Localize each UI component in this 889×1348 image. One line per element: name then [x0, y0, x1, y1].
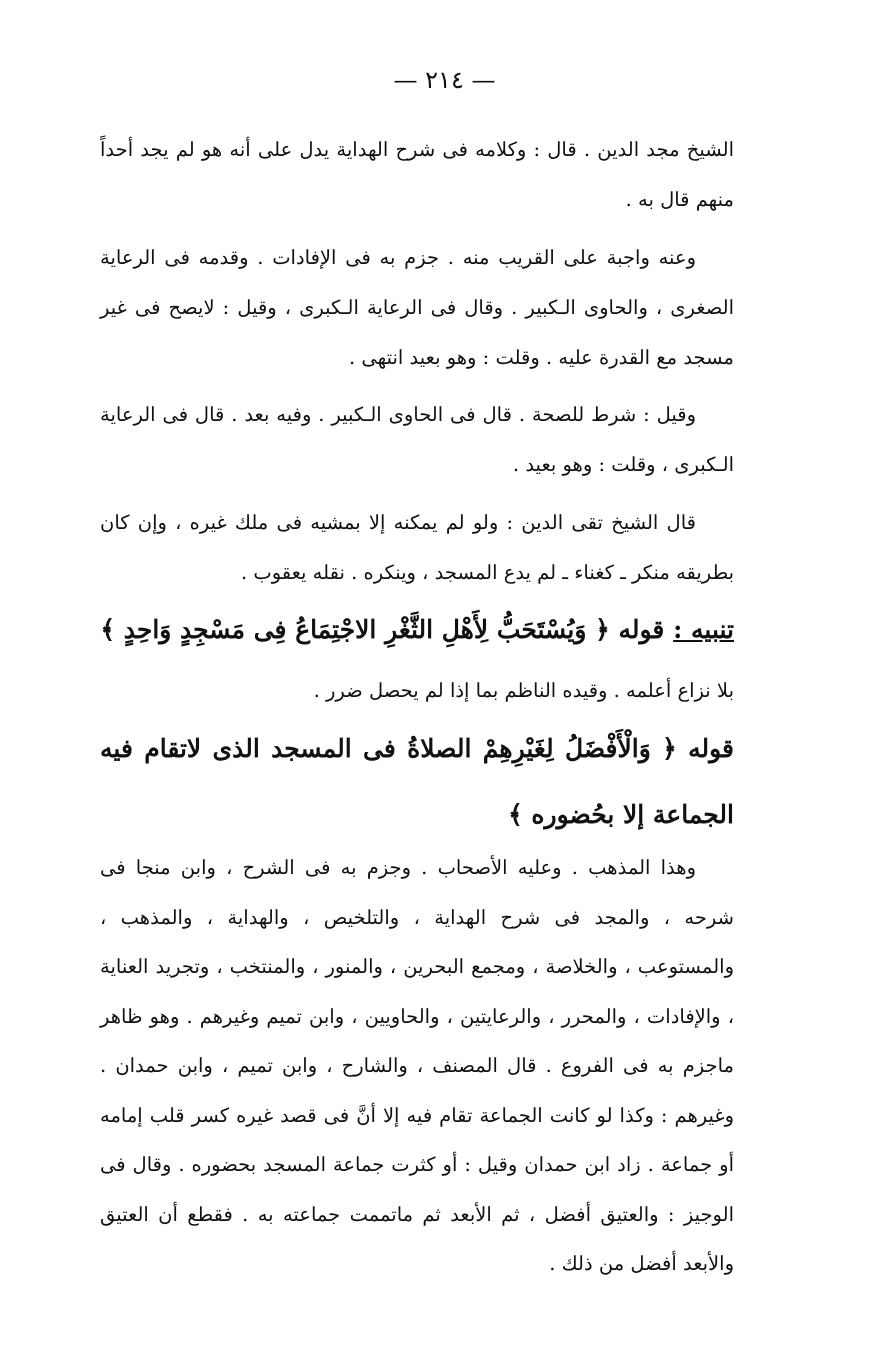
paragraph-6: وهذا المذهب . وعليه الأصحاب . وجزم به فى الشرح ، وابن منجا فى شرحه ، والمجد فى شرح الهداية ، والتلخيص ، والهداية ، والمذهب ، والمستوعب ، والخلاصة ، ومجمع البحرين ، والمنور ، والمنتخب ، وتجريد العناية ، والإفادات ، والمحرر ، والرعايتين ، والحاويين ، وابن تميم وغيرهم . وهو ظاهر ماجزم به فى الفروع . قال المصنف ، والشارح ، وابن تميم ، وابن حمدان . وغيرهم : وكذا لو كانت الجماعة تقام فيه إلا أنَّ فى قصد غيره كسر قلب إمامه أو جماعة . زاد ابن حمدان وقيل : أو كثرت جماعة المسجد بحضوره . وقال فى الوجيز : والعتيق أفضل ، ثم الأبعد ثم ماتممت جماعته به . فقطع أن العتيق والأبعد أفضل من ذلك .	[100, 856, 734, 1275]
note-heading-block	[100, 600, 734, 660]
paragraph-5: بلا نزاع أعلمه . وقيده الناظم بما إذا لم يحصل ضرر .	[313, 679, 734, 702]
paragraph-2: وعنه واجبة على القريب منه . جزم به فى الإفادات . وقدمه فى الرعاية الصغرى ، والحاوى الـكبير . وقال فى الرعاية الـكبرى ، وقيل : لايصح فى غير مسجد مع القدرة عليه . وقلت : وهو بعيد انتهى .	[100, 246, 734, 369]
paragraph-4: قال الشيخ تقى الدين : ولو لم يمكنه إلا بمشيه فى ملك غيره ، وإن كان بطريقه منكر ـ كغناء ـ لم يدع المسجد ، وينكره . نقله يعقوب .	[100, 511, 734, 584]
text-block-2	[100, 233, 734, 383]
text-block-3	[100, 390, 734, 490]
section-heading: قوله ﴿ وَالْأَفْضَلُ لِغَيْرِهِمْ الصلاةُ فى المسجد الذى لاتقام فيه الجماعة إلا بحُضوره ﴾	[100, 734, 734, 829]
text-block-5	[100, 666, 734, 716]
text-block-1	[100, 125, 734, 225]
page-number: — ٢١٤ —	[393, 66, 496, 94]
paragraph-1: الشيخ مجد الدين . قال : وكلامه فى شرح الهداية يدل على أنه هو لم يجد أحداً منهم قال به .	[100, 138, 734, 211]
note-heading-text: قوله ﴿ وَيُسْتَحَبُّ لِأَهْلِ الثَّغْرِ الاجْتِمَاعُ فِى مَسْجِدٍ وَاحِدٍ ﴾	[100, 615, 665, 644]
note-heading	[100, 600, 734, 660]
text-block-4	[100, 498, 734, 598]
text-block-6	[100, 843, 734, 1289]
note-label: تنبيه :	[673, 615, 734, 644]
heading-block-2	[100, 716, 734, 848]
paragraph-3: وقيل : شرط للصحة . قال فى الحاوى الـكبير . وفيه بعد . قال فى الرعاية الـكبرى ، وقلت : وهو بعيد .	[100, 403, 734, 476]
